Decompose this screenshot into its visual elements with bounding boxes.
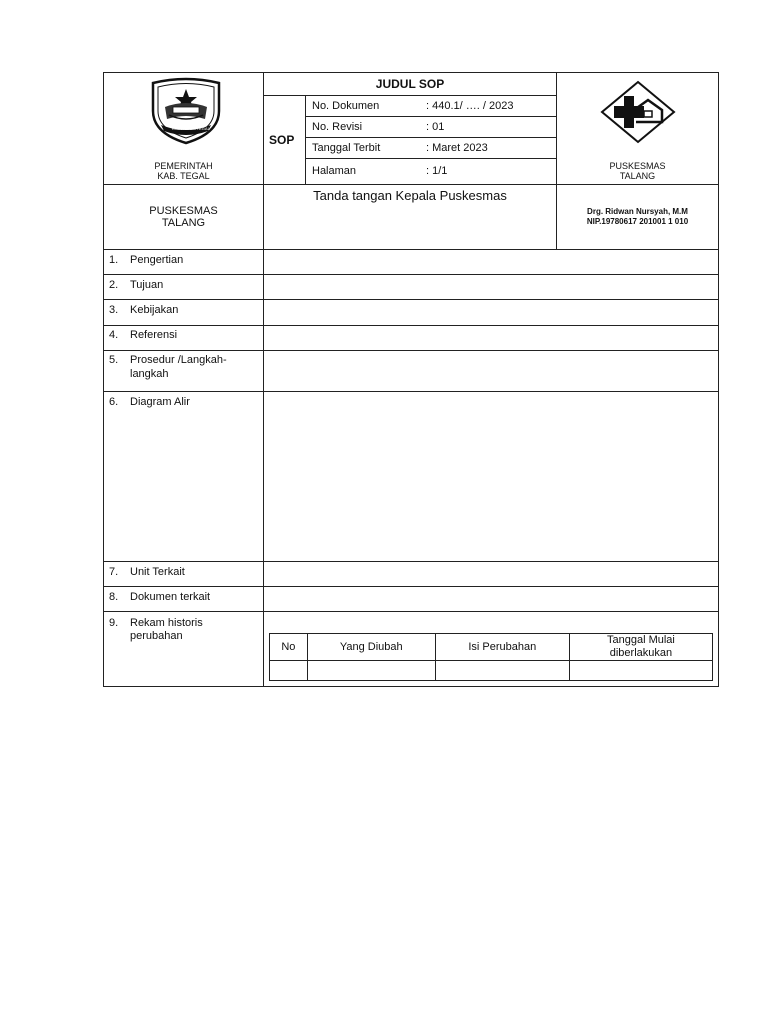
sop-label: SOP — [269, 133, 295, 147]
section-8-label: Dokumen terkait — [130, 591, 211, 603]
kab-tegal-crest-icon — [145, 77, 227, 145]
history-cell-yang-diubah — [307, 661, 435, 681]
history-table-header-row — [270, 634, 713, 661]
history-col-tanggal-line2: diberlakukan — [609, 647, 673, 659]
logo-ribbon-text: KABUPATEN TEGAL — [172, 126, 210, 131]
history-col-tanggal-line1: Tanggal Mulai — [606, 634, 675, 646]
section-6-label: Diagram Alir — [130, 396, 190, 408]
section-3-label: Kebijakan — [130, 304, 179, 316]
pemda-logo — [145, 77, 227, 145]
section-9-label-cont: perubahan — [130, 630, 183, 642]
puskesmas-logo — [600, 80, 676, 144]
history-cell-tanggal — [569, 661, 712, 681]
table-row — [270, 661, 713, 681]
right-org-line1: PUSKESMAS — [609, 161, 666, 171]
section-9-label: Rekam historis — [130, 617, 203, 629]
section-4-label: Referensi — [130, 329, 178, 341]
sig-nip: NIP.19780617 201001 1 010 — [586, 217, 689, 226]
sig-org-line1: PUSKESMAS — [149, 205, 218, 217]
meta-no-revisi-label: No. Revisi — [312, 121, 363, 133]
section-2-num: 2. — [109, 279, 119, 291]
history-col-isi-perubahan: Isi Perubahan — [435, 634, 569, 661]
sig-name: Drg. Ridwan Nursyah, M.M — [587, 207, 688, 216]
section-6-num: 6. — [109, 396, 119, 408]
meta-tanggal-terbit-value: : Maret 2023 — [426, 142, 488, 154]
left-org-line1: PEMERINTAH — [154, 161, 213, 171]
section-3-num: 3. — [109, 304, 119, 316]
history-table — [269, 633, 713, 681]
section-4-num: 4. — [109, 329, 119, 341]
history-cell-no — [270, 661, 308, 681]
meta-no-revisi-value: : 01 — [426, 121, 445, 133]
meta-no-dokumen-value: : 440.1/ …. / 2023 — [426, 100, 514, 112]
history-col-yang-diubah: Yang Diubah — [307, 634, 435, 661]
meta-halaman-value: : 1/1 — [426, 165, 448, 177]
section-2-label: Tujuan — [130, 279, 164, 291]
left-org-line2: KAB. TEGAL — [157, 171, 210, 181]
meta-no-dokumen-label: No. Dokumen — [312, 100, 380, 112]
section-1-num: 1. — [109, 254, 119, 266]
sop-title: JUDUL SOP — [375, 77, 445, 91]
meta-tanggal-terbit-label: Tanggal Terbit — [312, 142, 381, 154]
section-5-label-cont: langkah — [130, 368, 169, 380]
section-8-num: 8. — [109, 591, 119, 603]
section-5-label: Prosedur /Langkah- — [130, 354, 227, 366]
sig-org-line2: TALANG — [161, 217, 206, 229]
section-7-num: 7. — [109, 566, 119, 578]
puskesmas-cross-icon — [600, 80, 676, 144]
history-col-no: No — [270, 634, 308, 661]
history-cell-isi-perubahan — [435, 661, 569, 681]
sig-caption: Tanda tangan Kepala Puskesmas — [313, 188, 507, 203]
section-1-label: Pengertian — [130, 254, 184, 266]
history-col-tanggal — [569, 634, 712, 661]
section-5-num: 5. — [109, 354, 119, 366]
section-9-num: 9. — [109, 617, 119, 629]
right-org-line2: TALANG — [619, 171, 656, 181]
meta-halaman-label: Halaman — [312, 165, 357, 177]
section-7-label: Unit Terkait — [130, 566, 185, 578]
